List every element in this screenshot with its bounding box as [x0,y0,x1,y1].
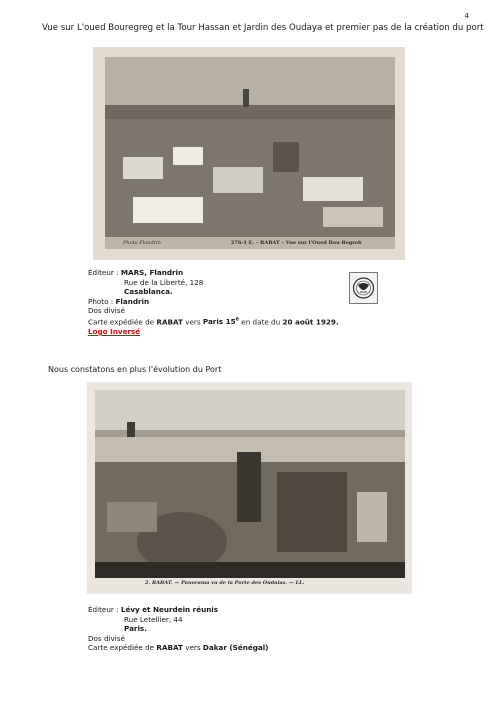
postcard-photo-rabat-oued [93,47,405,260]
sent-to-sup: è [235,316,239,323]
postcard-caption [93,236,405,250]
sent-prefix: Carte expédiée de [88,317,155,327]
postcard-illustration [87,382,412,594]
sent-from: RABAT [156,317,183,327]
sent-mid: vers [185,317,201,327]
sent-to: Dakar (Sénégal) [202,643,269,653]
page-number: 4 [464,12,469,20]
editeur-city: Paris. [124,624,147,634]
editeur-address: Rue Letellier, 44 [124,614,183,624]
photo-row [88,297,339,307]
sent-date-prefix: en date du [241,317,281,327]
caption-title: 276-1 E. – RABAT – Vue sur l'Oued Bou Regreb [230,240,362,246]
editeur-city: Casablanca. [124,287,173,297]
editeur-label: Éditeur : [88,605,119,614]
logo-stamp-icon [350,273,377,303]
logo-inverse-link[interactable]: Logo Inversé [88,326,141,336]
photo-label: Photo : [88,296,114,306]
editeur-name: Lévy et Neurdein réunis [120,605,219,614]
postcard-2-details [88,605,268,653]
postcard-1-details [88,268,339,337]
dos-note: Dos divisé [88,633,125,643]
editeur-row [88,268,339,278]
sent-mid: vers [185,643,201,653]
sent-row [88,643,268,653]
editeur-row [88,605,268,615]
sent-date: 20 août 1929. [282,317,339,327]
postcard-illustration [93,47,405,260]
postcard-photo-rabat-panorama [87,382,412,594]
sent-to [203,317,239,326]
editeur-address: Rue de la Liberté, 128 [124,277,204,287]
editeur-label: Éditeur : [88,268,119,277]
sent-to-text: Paris 15 [202,317,236,327]
page-heading: Vue sur L'oued Bouregreg et la Tour Hassan et Jardin des Oudaya et premier pas de la création du port [42,23,484,33]
postcard-caption [87,576,412,590]
section-heading: Nous constatons en plus l'évolution du Port [48,365,222,374]
sent-row [88,316,339,327]
caption-publisher: Photo Flandrin [123,240,161,246]
sent-from: RABAT [156,643,183,653]
photo-name: Flandrin [115,296,150,306]
sent-prefix: Carte expédiée de [88,643,155,653]
caption-title: 2. RABAT. — Panorama vu de la Porte des Oudaïas. — LL. [145,580,305,586]
logo-note-row [88,327,339,337]
dos-note: Dos divisé [88,306,125,316]
editeur-name: MARS, Flandrin [120,268,184,277]
publisher-logo-stamp [349,272,378,304]
